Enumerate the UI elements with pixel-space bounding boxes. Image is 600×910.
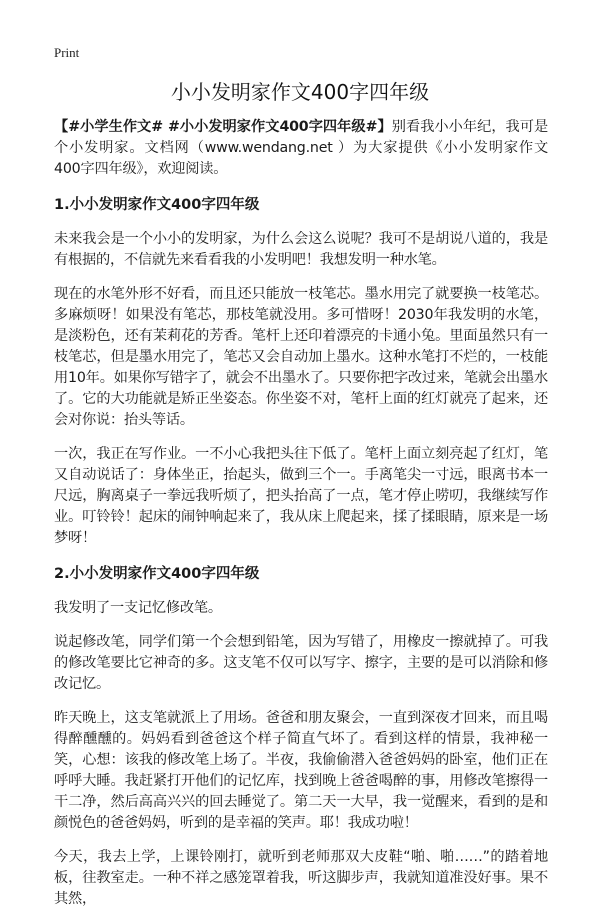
paragraph: 昨天晚上，这支笔就派上了用场。爸爸和朋友聚会，一直到深夜才回来，而且喝得醉醺醺的。妈妈看到爸爸这个样子简直气坏了。看到这样的情景，我神秘一笑，心想：该我的修改笔上场了。半夜，我偷偷潜入爸爸妈妈的卧室，他们正在呼呼大睡。我赶紧打开他们的记忆库，找到晚上爸爸喝醉的事，用修改笔擦得一干二净，然后高高兴兴的回去睡觉了。第二天一大早，我一觉醒来，看到的是和颜悦色的爸爸妈妈，听到的是幸福的笑声。耶！我成功啦！ — [54, 710, 548, 831]
paragraph: 现在的水笔外形不好看，而且还只能放一枝笔芯。墨水用完了就要换一枝笔芯。多麻烦呀！如果没有笔芯，那枝笔就没用。多可惜呀！2030年我发明的水笔，是淡粉色，还有茉莉花的芳香。笔杆上还印着漂亮的卡通小兔。里面虽然只有一枝笔芯，但是墨水用完了，笔芯又会自动加上墨水。这种水笔打不烂的，一枝能用10年。如果你写错字了，就会不出墨水了。只要你把字改过来，笔就会出墨水了。它的大功能就是矫正坐姿态。你坐姿不对，笔杆上面的红灯就亮了起来，还会对你说：抬头等话。 — [54, 286, 548, 428]
print-label: Print — [54, 45, 80, 60]
paragraph: 今天，我去上学，上课铃刚打，就听到老师那双大皮鞋“啪、啪……”的踏着地板，往教室走。一种不祥之感笼罩着我，听这脚步声，我就知道准没好事。果不其然， — [54, 849, 548, 907]
section-heading-2: 2.小小发明家作文400字四年级 — [54, 566, 260, 582]
paragraph: 未来我会是一个小小的发明家，为什么会这么说呢？我可不是胡说八道的，我是有根据的，不信就先来看看我的小发明吧！我想发明一种水笔。 — [54, 231, 548, 268]
section-heading-1: 1.小小发明家作文400字四年级 — [54, 197, 260, 213]
article-body — [54, 117, 548, 910]
paragraph: 说起修改笔，同学们第一个会想到铅笔，因为写错了，用橡皮一擦就掉了。可我的修改笔要比它神奇的多。这支笔不仅可以写字、擦字，主要的是可以消除和修改记忆。 — [54, 634, 548, 692]
paragraph: 我发明了一支记忆修改笔。 — [54, 600, 222, 616]
paragraph: 一次，我正在写作业。一不小心我把头往下低了。笔杆上面立刻亮起了红灯，笔又自动说话了：身体坐正，抬起头，做到三个一。手离笔尖一寸远，眼离书本一尺远，胸离桌子一拳远我听烦了，把头抬高了一点，笔才停止唠叨，我继续写作业。叮铃铃！起床的闹钟响起来了，我从床上爬起来，揉了揉眼睛，原来是一场梦呀！ — [54, 446, 548, 546]
page-title: 小小发明家作文400字四年级 — [170, 80, 430, 104]
intro-paragraph — [54, 117, 548, 180]
intro-tag: 【#小学生作文# #小小发明家作文400字四年级#】 — [54, 119, 392, 135]
intro-text: 别看我小小年纪，我可是个小发明家。文档网（www.wendang.net ）为大家提供《小小发明家作文400字四年级》，欢迎阅读。 — [54, 119, 548, 177]
